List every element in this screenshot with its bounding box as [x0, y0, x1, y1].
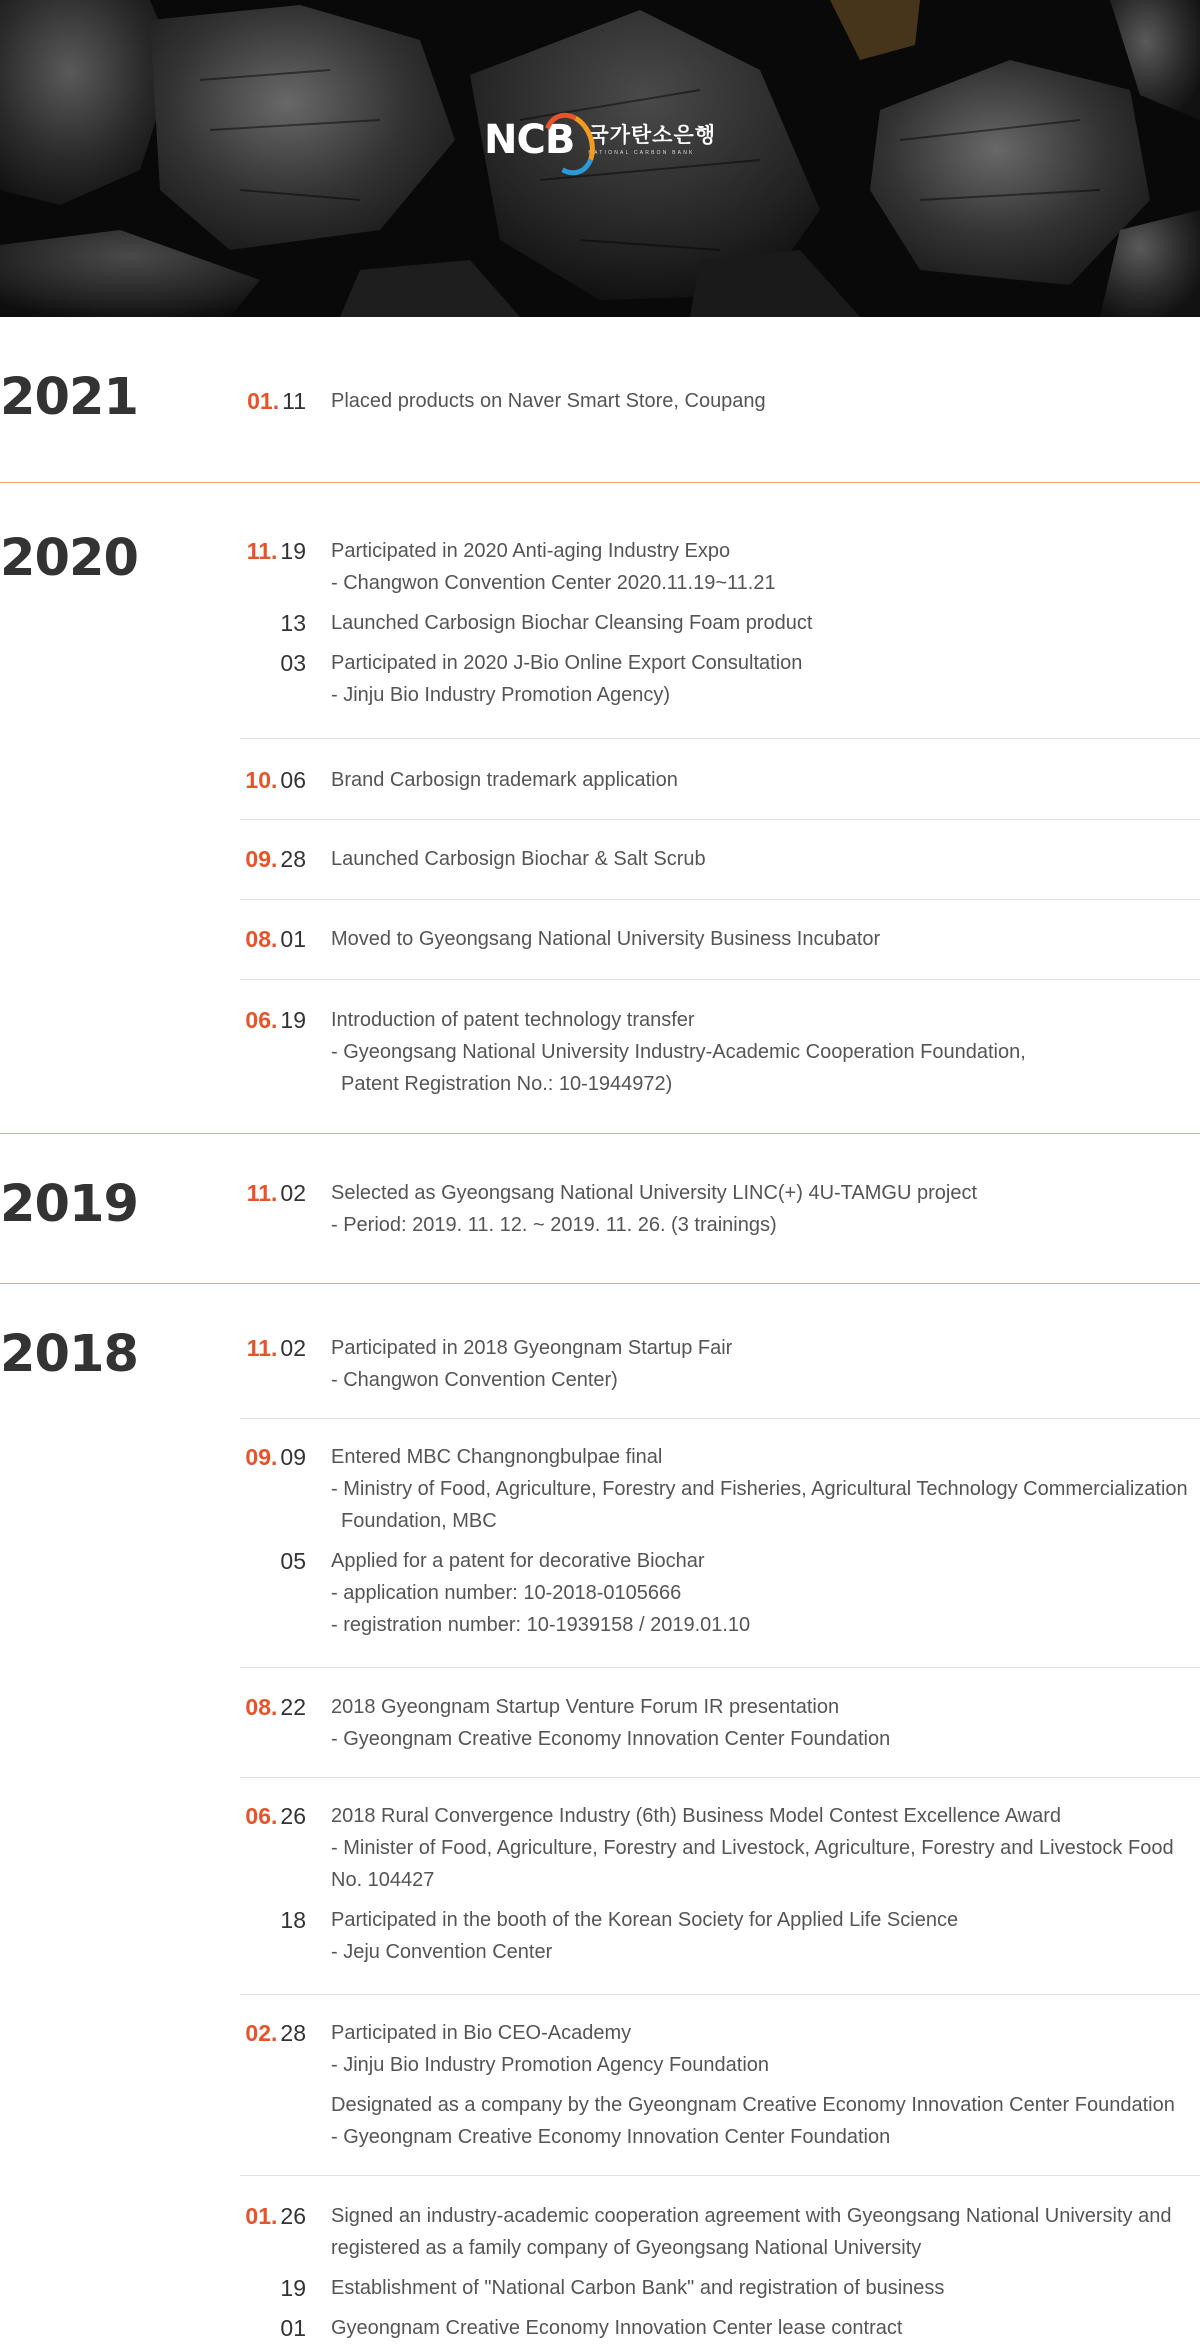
day-label: 19: [280, 2275, 306, 2301]
entry-text: Participated in Bio CEO-Academy: [331, 2022, 632, 2044]
entry-detail: - Gyeongnam Creative Economy Innovation Center Foundation: [331, 2126, 891, 2148]
month-group: [240, 1134, 1200, 1241]
day-label: 26: [280, 1803, 306, 1829]
entry-text: Applied for a patent for decorative Biochar: [331, 1550, 705, 1572]
year-section-2018: [0, 1284, 1200, 2344]
year-label: 2018: [0, 1325, 138, 1384]
month-group: [240, 980, 1200, 1100]
month-group: [240, 1668, 1200, 1778]
entry-detail: - Minister of Food, Agriculture, Forestry and Livestock, Agriculture, Forestry and Livestock Food: [331, 1837, 1174, 1859]
entry-text: Participated in 2020 Anti-aging Industry Expo: [331, 540, 731, 562]
entry-text: Entered MBC Changnongbulpae final: [331, 1446, 663, 1468]
history-entry: [240, 764, 1200, 796]
history-entry: [240, 1441, 1200, 1537]
history-entry: [240, 2272, 1200, 2304]
entry-text: Participated in 2020 J-Bio Online Export Consultation: [331, 652, 803, 674]
day-label: 09: [280, 1444, 306, 1470]
entry-text: Launched Carbosign Biochar & Salt Scrub: [331, 848, 706, 870]
history-entry: [240, 1800, 1200, 1896]
entry-text: Launched Carbosign Biochar Cleansing Foam product: [331, 612, 813, 634]
day-label: 26: [280, 2203, 306, 2229]
day-label: 02: [280, 1180, 306, 1206]
history-entry: [240, 923, 1200, 955]
month-group: [240, 1778, 1200, 1995]
month-label: 09.: [245, 1444, 278, 1470]
month-label: 11.: [246, 1180, 278, 1206]
history-entry: [240, 1691, 1200, 1755]
month-label: 11.: [246, 538, 278, 564]
month-label: 01.: [247, 388, 280, 414]
day-label: 11: [282, 388, 306, 414]
entry-detail: - Changwon Convention Center): [331, 1369, 618, 1391]
history-entry: [240, 647, 1200, 711]
month-group: [240, 1284, 1200, 1419]
month-group: [240, 900, 1200, 980]
entry-text: Signed an industry-academic cooperation agreement with Gyeongsang National University and: [331, 2205, 1172, 2227]
entry-text: Designated as a company by the Gyeongnam Creative Economy Innovation Center Foundation: [331, 2094, 1175, 2116]
year-section-2019: [0, 1134, 1200, 1284]
month-label: 10.: [245, 767, 278, 793]
entry-detail: registered as a family company of Gyeongsang National University: [331, 2237, 922, 2259]
entry-text: 2018 Gyeongnam Startup Venture Forum IR presentation: [331, 1696, 840, 1718]
day-label: 19: [280, 1007, 306, 1033]
year-label: 2021: [0, 368, 138, 427]
history-entry: [240, 1177, 1200, 1241]
month-group: [240, 739, 1200, 820]
entry-detail: Foundation, MBC: [341, 1510, 497, 1532]
month-group: [240, 2176, 1200, 2344]
entry-detail: - registration number: 10-1939158 / 2019.01.10: [331, 1614, 751, 1636]
day-label: 13: [280, 610, 306, 636]
entry-detail: - Gyeongsang National University Industry-Academic Cooperation Foundation,: [331, 1041, 1026, 1063]
entry-text: Introduction of patent technology transfer: [331, 1009, 695, 1031]
entry-detail: - Changwon Convention Center 2020.11.19~11.21: [331, 572, 776, 594]
month-label: 02.: [245, 2020, 278, 2046]
entry-text: Brand Carbosign trademark application: [331, 769, 678, 791]
history-entry: [240, 2312, 1200, 2344]
logo-english-text: NATIONAL CARBON BANK: [588, 150, 695, 157]
entry-detail: - Jinju Bio Industry Promotion Agency Foundation: [331, 2054, 770, 2076]
day-label: 19: [280, 538, 306, 564]
day-label: 05: [280, 1548, 306, 1574]
entry-detail: - Jinju Bio Industry Promotion Agency): [331, 684, 671, 706]
day-label: 28: [280, 846, 306, 872]
logo-korean-text: 국가탄소은행: [588, 123, 717, 147]
year-section-2021: [0, 317, 1200, 483]
history-entry: [240, 1545, 1200, 1641]
entry-detail: Patent Registration No.: 10-1944972): [341, 1073, 673, 1095]
day-label: 01: [280, 926, 306, 952]
history-entry: [240, 2089, 1200, 2153]
month-group: [240, 317, 1200, 417]
entry-detail: - Gyeongnam Creative Economy Innovation Center Foundation: [331, 1728, 891, 1750]
entry-text: Participated in 2018 Gyeongnam Startup Fair: [331, 1337, 733, 1359]
month-group: [240, 1419, 1200, 1668]
day-label: 01: [280, 2315, 306, 2341]
day-label: 22: [280, 1694, 306, 1720]
month-label: 01.: [245, 2203, 278, 2229]
month-label: 11.: [246, 1335, 278, 1361]
history-entry: [240, 1332, 1200, 1396]
entry-text: Participated in the booth of the Korean Society for Applied Life Science: [331, 1909, 959, 1931]
entry-text: Gyeongnam Creative Economy Innovation Center lease contract: [331, 2317, 903, 2339]
entry-detail: - application number: 10-2018-0105666: [331, 1582, 682, 1604]
history-timeline: [0, 317, 1200, 2344]
logo-mark: NCB: [484, 120, 574, 160]
history-entry: [240, 843, 1200, 875]
entry-text: Selected as Gyeongsang National University LINC(+) 4U-TAMGU project: [331, 1182, 977, 1204]
entry-text: Moved to Gyeongsang National University Business Incubator: [331, 928, 881, 950]
entry-detail: No. 104427: [331, 1869, 435, 1891]
ncb-logo[interactable]: [484, 117, 717, 163]
history-entry: [240, 2200, 1200, 2264]
history-entry: [240, 385, 1200, 417]
hero-banner: [0, 0, 1200, 317]
day-label: 06: [280, 767, 306, 793]
month-group: [240, 1995, 1200, 2176]
month-label: 06.: [245, 1007, 278, 1033]
day-label: 28: [280, 2020, 306, 2046]
day-label: 03: [280, 650, 306, 676]
day-label: 02: [280, 1335, 306, 1361]
history-entry: [240, 535, 1200, 599]
month-group: [240, 483, 1200, 739]
history-entry: [240, 607, 1200, 639]
month-group: [240, 820, 1200, 900]
month-label: 09.: [245, 846, 278, 872]
entry-detail: - Ministry of Food, Agriculture, Forestry and Fisheries, Agricultural Technology Commercialization: [331, 1478, 1188, 1500]
entry-detail: - Jeju Convention Center: [331, 1941, 553, 1963]
entry-text: Placed products on Naver Smart Store, Coupang: [331, 390, 766, 412]
history-entry: [240, 2017, 1200, 2081]
day-label: 18: [280, 1907, 306, 1933]
history-entry: [240, 1004, 1200, 1100]
history-entry: [240, 1904, 1200, 1968]
entry-text: 2018 Rural Convergence Industry (6th) Business Model Contest Excellence Award: [331, 1805, 1062, 1827]
year-section-2020: [0, 483, 1200, 1134]
month-label: 06.: [245, 1803, 278, 1829]
entry-text: Establishment of "National Carbon Bank" and registration of business: [331, 2277, 945, 2299]
year-label: 2019: [0, 1175, 138, 1234]
entry-detail: - Period: 2019. 11. 12. ~ 2019. 11. 26. (3 trainings): [331, 1214, 777, 1236]
year-label: 2020: [0, 529, 138, 588]
month-label: 08.: [245, 926, 278, 952]
month-label: 08.: [245, 1694, 278, 1720]
